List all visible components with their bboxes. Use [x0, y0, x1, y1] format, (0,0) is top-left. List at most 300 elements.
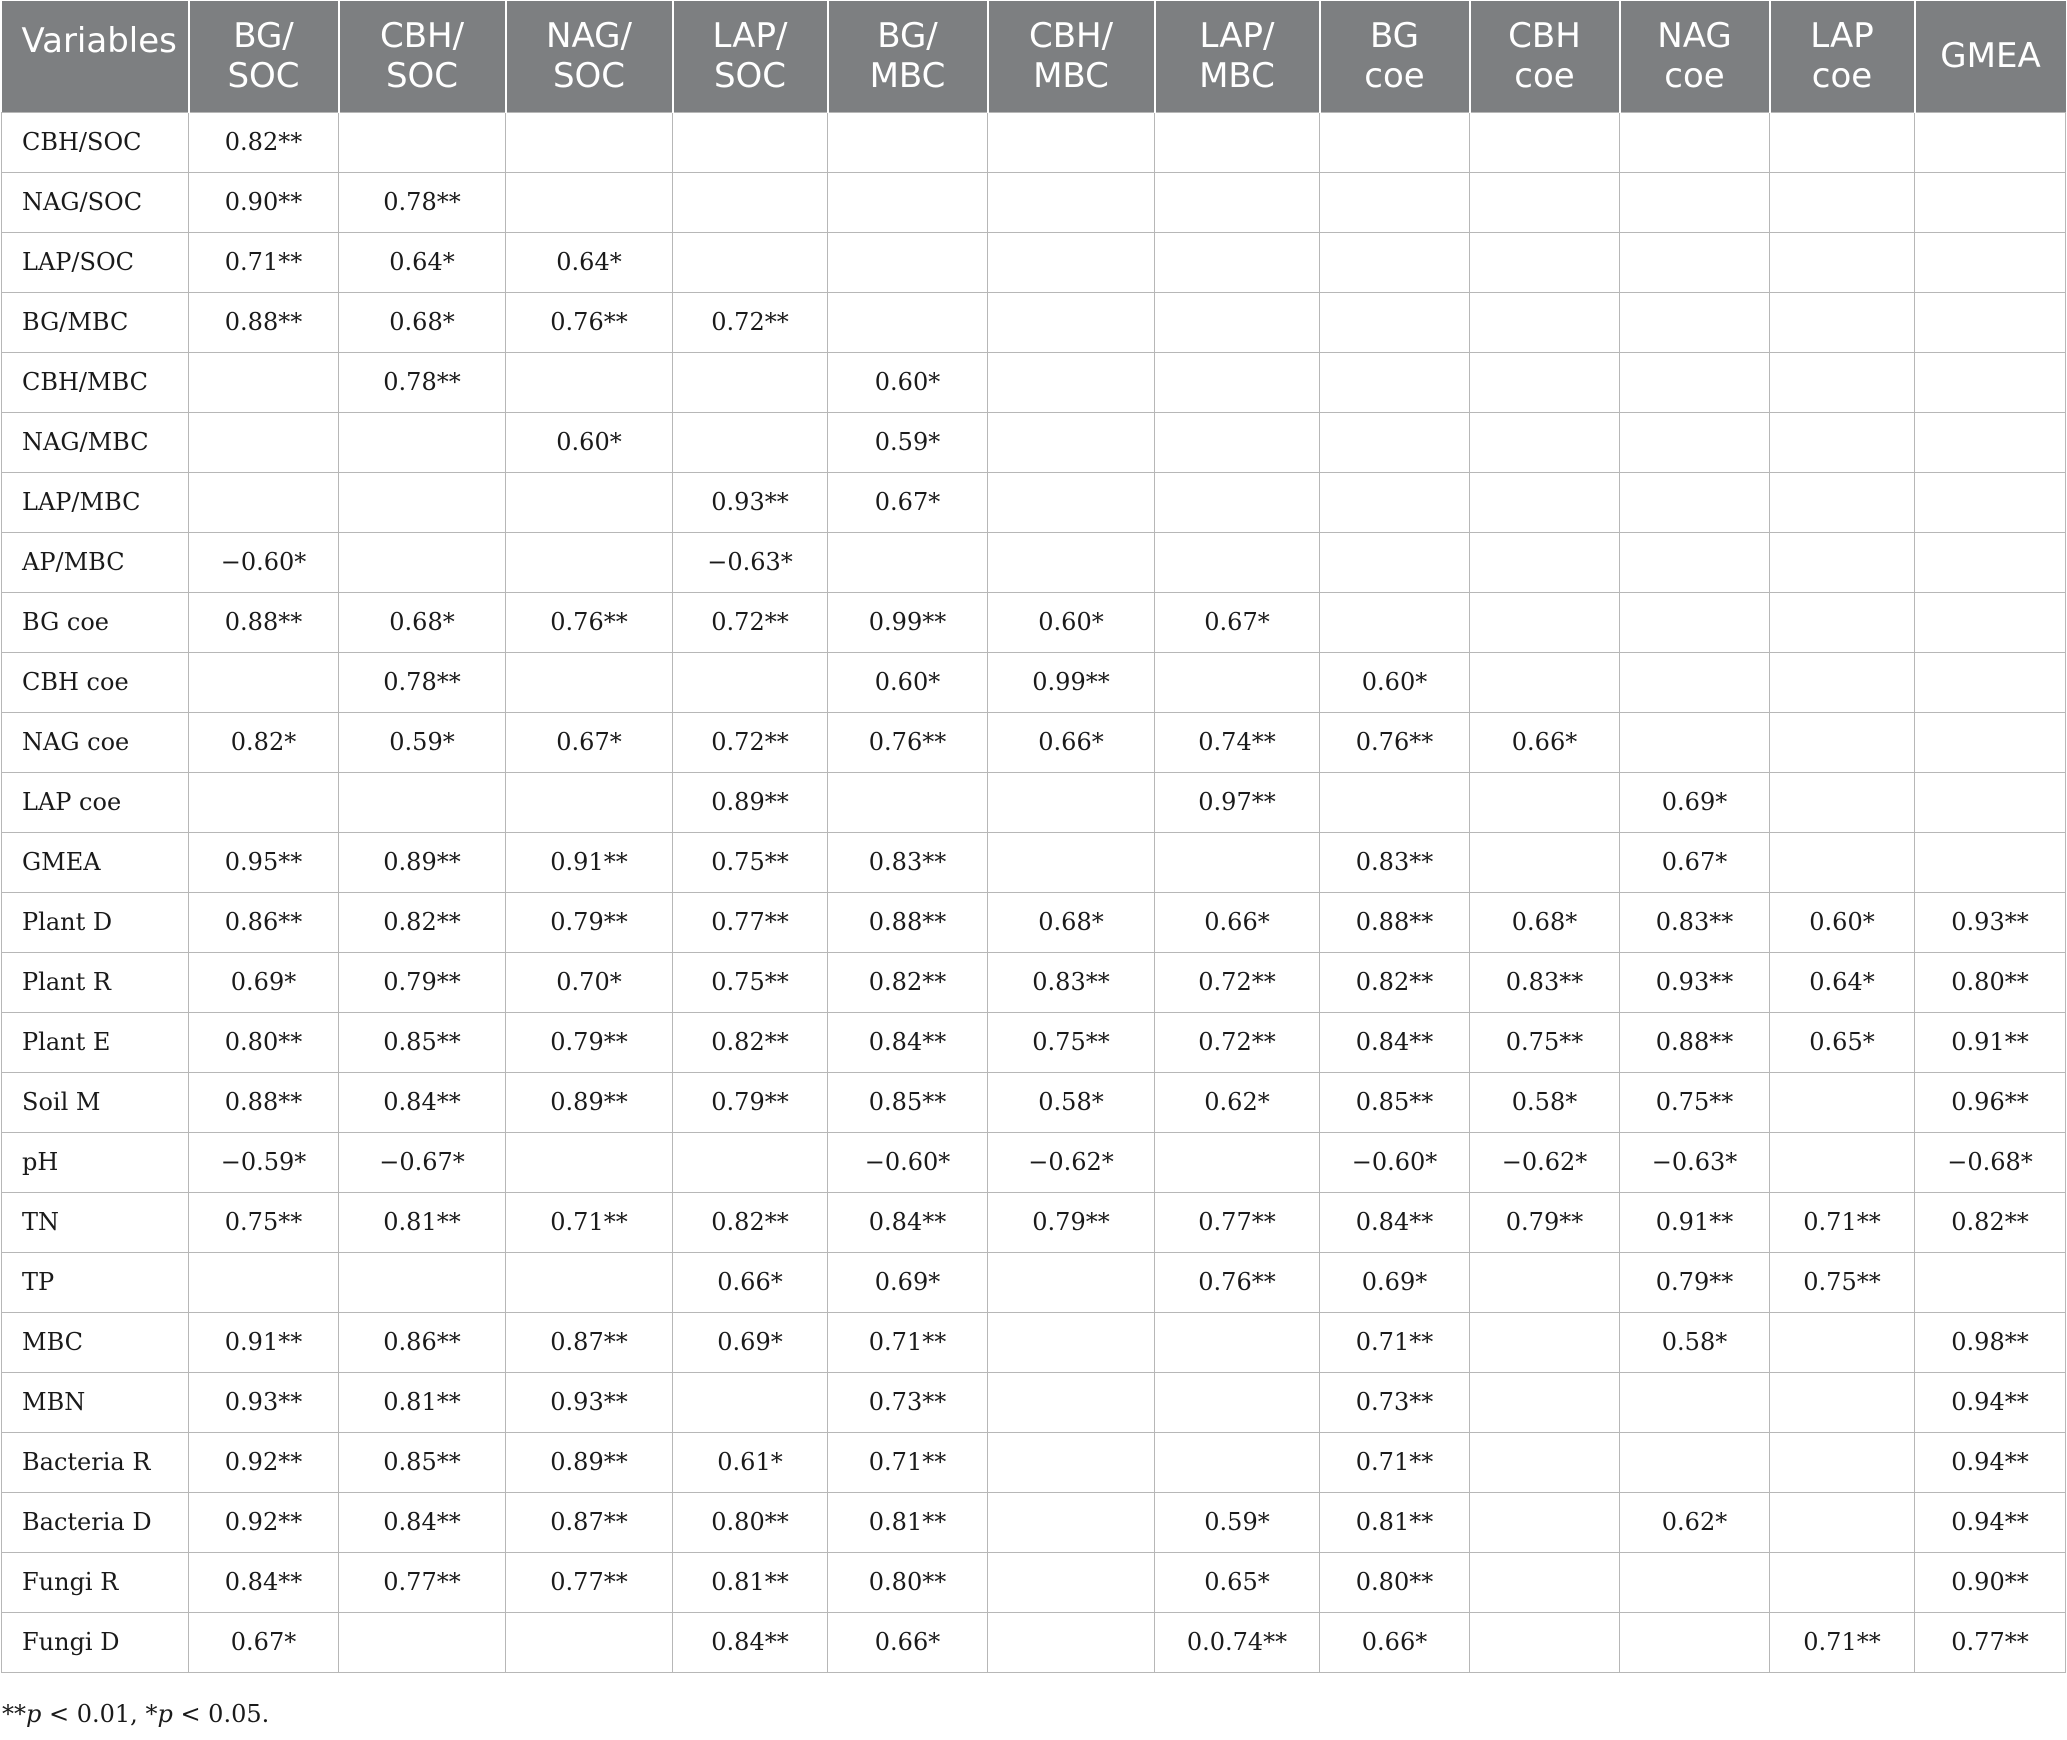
table-cell	[189, 652, 339, 712]
table-cell	[1320, 772, 1470, 832]
table-cell: 0.64*	[339, 232, 506, 292]
table-cell	[1620, 232, 1770, 292]
table-cell: 0.99**	[988, 652, 1155, 712]
table-cell	[1915, 832, 2066, 892]
table-cell: 0.71**	[1770, 1612, 1915, 1672]
table-cell	[673, 352, 828, 412]
table-cell: 0.79**	[1470, 1192, 1620, 1252]
column-header-line: NAG/	[546, 16, 632, 57]
column-header	[189, 1, 339, 112]
table-cell	[1770, 1432, 1915, 1492]
column-header	[988, 1, 1155, 112]
table-cell	[1155, 1432, 1320, 1492]
table-cell: 0.69*	[1620, 772, 1770, 832]
table-cell	[1320, 532, 1470, 592]
table-cell: 0.77**	[1915, 1612, 2066, 1672]
column-header-line: GMEA	[1940, 36, 2041, 77]
table-cell: 0.95**	[189, 832, 339, 892]
table-cell	[1155, 172, 1320, 232]
table-cell	[189, 412, 339, 472]
table-row	[2, 892, 2066, 952]
table-cell: 0.76**	[828, 712, 988, 772]
table-cell: 0.85**	[828, 1072, 988, 1132]
table-cell	[1320, 172, 1470, 232]
table-row	[2, 1072, 2066, 1132]
table-cell: 0.82**	[189, 112, 339, 172]
table-cell: 0.98**	[1915, 1312, 2066, 1372]
table-cell: 0.60*	[1320, 652, 1470, 712]
table-cell	[828, 172, 988, 232]
table-cell: 0.81**	[828, 1492, 988, 1552]
table-cell	[1770, 472, 1915, 532]
table-cell	[506, 772, 673, 832]
column-header-line: MBC	[1199, 56, 1275, 97]
table-cell: 0.82**	[339, 892, 506, 952]
column-header-line: Variables	[21, 21, 177, 61]
table-cell: 0.94**	[1915, 1432, 2066, 1492]
table-cell: 0.82*	[189, 712, 339, 772]
table-cell	[1770, 772, 1915, 832]
table-cell: 0.93**	[1915, 892, 2066, 952]
table-cell	[673, 172, 828, 232]
table-body	[2, 112, 2066, 1672]
table-cell	[1770, 832, 1915, 892]
row-label: Plant D	[2, 892, 189, 952]
table-cell	[1770, 592, 1915, 652]
table-cell	[988, 112, 1155, 172]
table-cell	[506, 1132, 673, 1192]
footnote-double-threshold: < 0.01,	[41, 1700, 146, 1728]
table-cell	[988, 232, 1155, 292]
table-cell	[1620, 352, 1770, 412]
table-cell: 0.91**	[1915, 1012, 2066, 1072]
table-cell	[1770, 172, 1915, 232]
table-cell: 0.67*	[189, 1612, 339, 1672]
table-cell	[673, 652, 828, 712]
table-cell	[506, 1252, 673, 1312]
table-cell	[1620, 112, 1770, 172]
table-row	[2, 952, 2066, 1012]
table-cell	[1155, 472, 1320, 532]
table-cell: 0.60*	[828, 652, 988, 712]
table-cell	[1770, 1492, 1915, 1552]
table-cell: 0.77**	[1155, 1192, 1320, 1252]
table-row	[2, 172, 2066, 232]
table-cell: 0.84**	[189, 1552, 339, 1612]
table-cell: 0.58*	[988, 1072, 1155, 1132]
table-cell: −0.60*	[189, 532, 339, 592]
table-cell: 0.64*	[506, 232, 673, 292]
table-cell	[1470, 592, 1620, 652]
header-variables	[2, 1, 189, 112]
table-cell: 0.94**	[1915, 1492, 2066, 1552]
table-cell	[673, 1132, 828, 1192]
table-cell	[189, 472, 339, 532]
table-row	[2, 292, 2066, 352]
table-cell	[1470, 1252, 1620, 1312]
table-cell	[1770, 292, 1915, 352]
correlation-table	[1, 1, 2066, 1673]
table-cell: 0.85**	[339, 1432, 506, 1492]
table-cell: −0.63*	[1620, 1132, 1770, 1192]
table-cell: 0.93**	[189, 1372, 339, 1432]
table-cell	[988, 1312, 1155, 1372]
column-header-line: BG/	[877, 16, 938, 57]
table-row	[2, 832, 2066, 892]
table-cell	[189, 352, 339, 412]
column-header	[673, 1, 828, 112]
table-cell	[1770, 532, 1915, 592]
table-cell: −0.60*	[828, 1132, 988, 1192]
table-cell: 0.88**	[189, 292, 339, 352]
table-cell	[1155, 292, 1320, 352]
row-label: Soil M	[2, 1072, 189, 1132]
table-cell	[1470, 292, 1620, 352]
table-cell: 0.81**	[673, 1552, 828, 1612]
table-cell	[988, 1552, 1155, 1612]
table-row	[2, 1552, 2066, 1612]
table-row	[2, 592, 2066, 652]
table-cell: 0.69*	[673, 1312, 828, 1372]
table-cell	[1320, 592, 1470, 652]
table-cell	[1155, 412, 1320, 472]
table-cell: 0.88**	[189, 592, 339, 652]
table-cell	[1470, 772, 1620, 832]
table-cell: 0.72**	[673, 292, 828, 352]
table-cell	[1770, 412, 1915, 472]
table-cell: 0.71**	[1770, 1192, 1915, 1252]
table-cell: 0.90**	[1915, 1552, 2066, 1612]
table-cell	[1620, 1432, 1770, 1492]
table-cell: 0.96**	[1915, 1072, 2066, 1132]
table-header-row	[2, 1, 2066, 112]
table-cell: 0.78**	[339, 172, 506, 232]
table-cell: 0.66*	[828, 1612, 988, 1672]
table-cell	[506, 352, 673, 412]
table-cell: 0.79**	[988, 1192, 1155, 1252]
column-header-line: SOC	[385, 56, 459, 97]
table-cell: 0.66*	[673, 1252, 828, 1312]
row-label: Fungi D	[2, 1612, 189, 1672]
table-cell	[339, 472, 506, 532]
table-cell: 0.75**	[1770, 1252, 1915, 1312]
table-cell: 0.75**	[988, 1012, 1155, 1072]
table-cell: 0.89**	[506, 1072, 673, 1132]
table-cell	[1470, 1432, 1620, 1492]
table-cell	[1915, 472, 2066, 532]
table-cell: 0.75**	[189, 1192, 339, 1252]
column-header-line: coe	[1364, 56, 1425, 97]
table-cell: 0.79**	[1620, 1252, 1770, 1312]
table-cell: 0.71**	[1320, 1312, 1470, 1372]
table-cell	[1915, 292, 2066, 352]
table-cell: 0.80**	[828, 1552, 988, 1612]
table-cell: 0.72**	[1155, 952, 1320, 1012]
table-cell: 0.85**	[1320, 1072, 1470, 1132]
table-cell	[506, 652, 673, 712]
table-cell	[1470, 472, 1620, 532]
table-cell	[988, 532, 1155, 592]
table-cell: 0.75**	[1470, 1012, 1620, 1072]
row-label: BG coe	[2, 592, 189, 652]
column-header	[339, 1, 506, 112]
row-label: LAP/SOC	[2, 232, 189, 292]
table-cell: 0.78**	[339, 652, 506, 712]
table-cell	[1470, 832, 1620, 892]
table-cell: 0.65*	[1155, 1552, 1320, 1612]
table-cell: 0.61*	[673, 1432, 828, 1492]
table-cell	[1620, 592, 1770, 652]
table-cell: 0.80**	[1915, 952, 2066, 1012]
column-header	[1620, 1, 1770, 112]
table-cell: 0.76**	[1320, 712, 1470, 772]
table-cell	[1470, 652, 1620, 712]
table-cell	[1620, 292, 1770, 352]
table-cell	[1155, 112, 1320, 172]
row-label: LAP coe	[2, 772, 189, 832]
table-row	[2, 712, 2066, 772]
table-cell: 0.88**	[828, 892, 988, 952]
table-cell	[506, 172, 673, 232]
table-cell	[506, 112, 673, 172]
table-cell	[988, 352, 1155, 412]
table-cell: 0.60*	[988, 592, 1155, 652]
table-row	[2, 472, 2066, 532]
row-label: BG/MBC	[2, 292, 189, 352]
table-cell: 0.83**	[828, 832, 988, 892]
row-label: MBC	[2, 1312, 189, 1372]
table-cell	[828, 292, 988, 352]
table-row	[2, 1012, 2066, 1072]
table-cell	[1770, 1072, 1915, 1132]
column-header-line: coe	[1514, 56, 1575, 97]
table-cell	[1155, 652, 1320, 712]
table-cell	[189, 772, 339, 832]
row-label: GMEA	[2, 832, 189, 892]
table-cell: 0.66*	[1320, 1612, 1470, 1672]
row-label: TN	[2, 1192, 189, 1252]
table-cell: −0.62*	[988, 1132, 1155, 1192]
table-cell: 0.93**	[506, 1372, 673, 1432]
table-row	[2, 772, 2066, 832]
table-cell: 0.72**	[673, 712, 828, 772]
table-row	[2, 232, 2066, 292]
footnote-single-threshold: < 0.05.	[172, 1700, 270, 1728]
table-cell: 0.75**	[1620, 1072, 1770, 1132]
table-row	[2, 1132, 2066, 1192]
table-cell	[1470, 172, 1620, 232]
table-cell	[988, 472, 1155, 532]
row-label: MBN	[2, 1372, 189, 1432]
column-header-line: LAP	[1810, 16, 1874, 57]
table-row	[2, 1612, 2066, 1672]
table-cell: 0.66*	[988, 712, 1155, 772]
table-cell: 0.91**	[506, 832, 673, 892]
table-cell: 0.83**	[988, 952, 1155, 1012]
table-cell	[189, 1252, 339, 1312]
table-cell	[828, 532, 988, 592]
table-cell: 0.81**	[339, 1192, 506, 1252]
table-cell: 0.88**	[189, 1072, 339, 1132]
row-label: pH	[2, 1132, 189, 1192]
column-header	[1155, 1, 1320, 112]
table-cell: 0.89**	[339, 832, 506, 892]
table-cell: 0.69*	[1320, 1252, 1470, 1312]
table-cell: 0.84**	[673, 1612, 828, 1672]
table-cell: 0.78**	[339, 352, 506, 412]
table-cell	[1620, 532, 1770, 592]
table-cell: 0.87**	[506, 1492, 673, 1552]
column-header	[1915, 1, 2066, 112]
table-cell: 0.58*	[1470, 1072, 1620, 1132]
row-label: Plant E	[2, 1012, 189, 1072]
table-row	[2, 1312, 2066, 1372]
row-label: LAP/MBC	[2, 472, 189, 532]
table-cell	[1320, 472, 1470, 532]
table-cell	[1915, 112, 2066, 172]
table-cell: 0.86**	[339, 1312, 506, 1372]
column-header-line: coe	[1811, 56, 1873, 97]
table-cell: 0.82**	[1320, 952, 1470, 1012]
table-cell: 0.0.74**	[1155, 1612, 1320, 1672]
table-cell	[1620, 1372, 1770, 1432]
row-label: CBH coe	[2, 652, 189, 712]
table-cell: −0.60*	[1320, 1132, 1470, 1192]
table-cell: 0.75**	[673, 832, 828, 892]
table-cell: 0.93**	[673, 472, 828, 532]
table-cell: 0.72**	[1155, 1012, 1320, 1072]
column-header-line: LAP/	[1199, 16, 1275, 57]
table-cell: 0.60*	[828, 352, 988, 412]
table-cell	[1470, 112, 1620, 172]
table-cell: 0.80**	[189, 1012, 339, 1072]
table-row	[2, 112, 2066, 172]
table-cell	[339, 112, 506, 172]
table-cell: 0.67*	[506, 712, 673, 772]
table-cell: 0.58*	[1620, 1312, 1770, 1372]
table-cell	[1620, 472, 1770, 532]
table-cell	[1320, 112, 1470, 172]
correlation-table-container	[1, 1, 2066, 1673]
table-cell: 0.69*	[828, 1252, 988, 1312]
table-row	[2, 652, 2066, 712]
table-cell	[1770, 1132, 1915, 1192]
table-cell: 0.68*	[339, 592, 506, 652]
table-row	[2, 532, 2066, 592]
table-cell	[1155, 352, 1320, 412]
table-cell	[1770, 352, 1915, 412]
table-cell	[1155, 832, 1320, 892]
table-cell: 0.79**	[339, 952, 506, 1012]
row-label: Fungi R	[2, 1552, 189, 1612]
table-cell	[1470, 1612, 1620, 1672]
table-cell	[506, 1612, 673, 1672]
row-label: NAG/SOC	[2, 172, 189, 232]
row-label: TP	[2, 1252, 189, 1312]
table-cell	[339, 412, 506, 472]
table-cell: 0.70*	[506, 952, 673, 1012]
table-cell	[1155, 1312, 1320, 1372]
table-cell	[1155, 1372, 1320, 1432]
table-cell	[1915, 172, 2066, 232]
table-cell: −0.63*	[673, 532, 828, 592]
table-cell: 0.83**	[1470, 952, 1620, 1012]
table-cell: −0.68*	[1915, 1132, 2066, 1192]
table-cell: 0.76**	[506, 292, 673, 352]
table-cell: 0.88**	[1620, 1012, 1770, 1072]
table-cell: 0.77**	[506, 1552, 673, 1612]
table-cell: 0.87**	[506, 1312, 673, 1372]
table-cell	[988, 1432, 1155, 1492]
table-cell: 0.65*	[1770, 1012, 1915, 1072]
table-cell	[1620, 412, 1770, 472]
table-cell: 0.82**	[673, 1192, 828, 1252]
table-cell	[988, 1372, 1155, 1432]
table-cell: 0.69*	[189, 952, 339, 1012]
column-header-line: LAP/	[712, 16, 788, 57]
table-cell: 0.89**	[506, 1432, 673, 1492]
table-cell: −0.67*	[339, 1132, 506, 1192]
footnote-single-star: *	[145, 1700, 158, 1728]
column-header-line: coe	[1664, 56, 1725, 97]
table-cell: 0.66*	[1470, 712, 1620, 772]
table-cell: 0.93**	[1620, 952, 1770, 1012]
table-cell: 0.81**	[1320, 1492, 1470, 1552]
table-cell: 0.94**	[1915, 1372, 2066, 1432]
table-cell	[988, 1492, 1155, 1552]
table-cell	[828, 772, 988, 832]
table-cell	[1915, 652, 2066, 712]
table-cell	[339, 532, 506, 592]
table-cell: 0.68*	[1470, 892, 1620, 952]
row-label: Bacteria R	[2, 1432, 189, 1492]
table-cell: 0.71**	[828, 1432, 988, 1492]
column-header	[828, 1, 988, 112]
table-cell	[1470, 412, 1620, 472]
table-cell	[1155, 532, 1320, 592]
column-header-line: MBC	[869, 56, 946, 97]
table-cell	[1770, 652, 1915, 712]
table-cell	[1770, 1372, 1915, 1432]
table-cell	[1470, 232, 1620, 292]
table-cell	[1915, 232, 2066, 292]
table-cell: 0.84**	[1320, 1192, 1470, 1252]
table-cell	[1770, 1312, 1915, 1372]
table-cell: 0.80**	[673, 1492, 828, 1552]
table-cell	[1320, 412, 1470, 472]
table-cell	[1915, 712, 2066, 772]
table-cell: 0.76**	[506, 592, 673, 652]
column-header-line: SOC	[227, 56, 300, 97]
column-header	[1770, 1, 1915, 112]
table-cell	[1770, 112, 1915, 172]
table-cell: 0.83**	[1320, 832, 1470, 892]
table-cell	[988, 292, 1155, 352]
table-cell	[339, 1252, 506, 1312]
table-cell	[1320, 292, 1470, 352]
table-cell	[988, 172, 1155, 232]
table-cell: 0.79**	[506, 1012, 673, 1072]
table-cell: 0.92**	[189, 1432, 339, 1492]
table-cell	[828, 232, 988, 292]
table-cell	[506, 532, 673, 592]
column-header-line: SOC	[552, 56, 626, 97]
table-cell: 0.68*	[339, 292, 506, 352]
table-cell: 0.71**	[506, 1192, 673, 1252]
table-cell: 0.60*	[1770, 892, 1915, 952]
row-label: NAG/MBC	[2, 412, 189, 472]
table-cell	[1620, 1612, 1770, 1672]
